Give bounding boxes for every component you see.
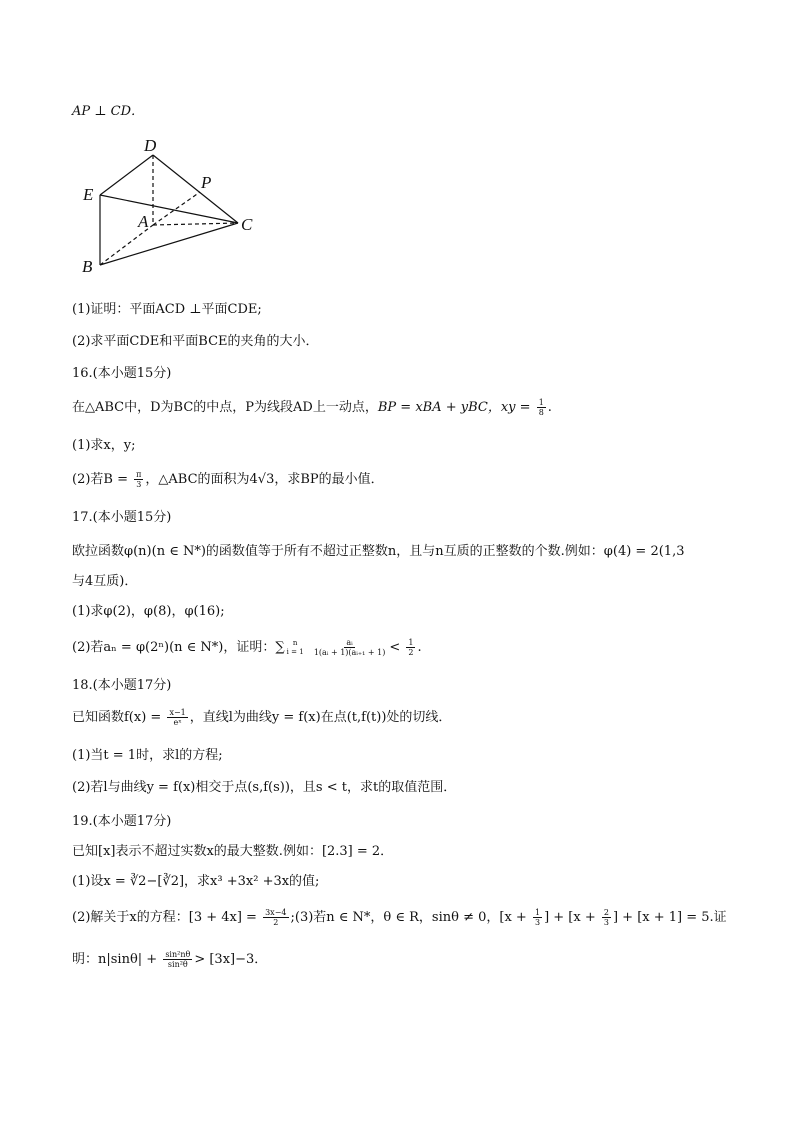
q19-part3-frac-den: sin²θ [167, 960, 188, 969]
geometry-figure [78, 135, 268, 275]
q18-frac-num: x−1 [169, 708, 186, 717]
q19-header: 19.(本小题17分) [72, 814, 172, 829]
q17-part2-lt: < [389, 640, 401, 655]
q18-part1: (1)当t = 1时，求l的方程; [72, 748, 223, 763]
q17-sum-limits [287, 639, 304, 657]
q19-part3-a: 明：n|sinθ| + [72, 952, 158, 967]
edge-AP [153, 192, 200, 225]
q18-stem [72, 708, 451, 728]
q16-part2-b: ，△ABC的面积为4√3，求BP的最小值． [145, 472, 384, 487]
q19-part3-b: > [3x]−3． [194, 952, 268, 967]
label-A: A [138, 212, 149, 231]
q19-frac2-num: 1 [534, 908, 541, 917]
q19-frac-den: 2 [273, 918, 279, 927]
q17-part2-frac-num: aᵢ [346, 638, 353, 647]
q19-part3-frac-num: sin²nθ [165, 950, 191, 959]
q16-part2-frac [134, 470, 143, 489]
q19-frac-num: 3x−4 [265, 908, 287, 917]
q16-header: 16.(本小题15分) [72, 366, 172, 381]
q17-stem-line1: 欧拉函数φ(n)(n ∈ N*)的函数值等于所有不超过正整数n，且与n互质的正整数的个数.例如：φ(4) = 2(1,3 [72, 544, 685, 559]
q19-part2-a: (2)解关于x的方程：[3 + 4x] = [72, 910, 257, 925]
q16-stem-text: 在△ABC中，D为BC的中点，P为线段AD上一动点， [72, 400, 378, 415]
q19-stem: 已知[x]表示不超过实数x的最大整数.例如：[2.3] = 2． [72, 844, 394, 859]
q19-frac3-num: 2 [603, 908, 609, 917]
q17-part2-half [406, 638, 415, 657]
q19-part2-b: ;(3)若n ∈ N*，θ ∈ R，sinθ ≠ 0，[x + [290, 910, 527, 925]
q17-part2-frac-den: 1(aᵢ + 1)(aᵢ₊₁ + 1) [313, 648, 386, 657]
label-P: P [201, 173, 212, 192]
q18-part2: (2)若l与曲线y = f(x)相交于点(s,f(s))，且s < t，求t的取值范围． [72, 780, 457, 795]
edge-BC [100, 223, 238, 265]
q17-sum-bottom: i = 1 [286, 647, 304, 656]
q18-stem-b: ，直线l为曲线y = f(x)在点(t,f(t))处的切线． [189, 710, 452, 725]
q16-part2-frac-den: 3 [136, 480, 142, 489]
edge-EC [100, 195, 238, 223]
label-B: B [82, 257, 93, 275]
edge-AC [153, 223, 238, 225]
q18-frac-den: eˣ [173, 718, 182, 727]
q19-part3-frac [163, 950, 192, 969]
q16-part2 [72, 470, 384, 490]
q17-header: 17.(本小题15分) [72, 510, 172, 525]
q19-frac3-den: 3 [603, 918, 609, 927]
q16-part2-a: (2)若B = [72, 472, 128, 487]
edge-BA [100, 225, 153, 265]
q19-part3 [72, 950, 267, 970]
q18-stem-a: 已知函数f(x) = [72, 710, 162, 725]
q15-part2: (2)求平面CDE和平面BCE的夹角的大小． [72, 334, 319, 349]
edge-ED [100, 155, 153, 195]
q17-part2-a: (2)若aₙ = φ(2ⁿ)(n ∈ N*)，证明：∑ [72, 640, 285, 655]
q17-part2-frac [312, 638, 388, 657]
q17-part2 [72, 638, 422, 658]
q18-header: 18.(本小题17分) [72, 678, 172, 693]
edge-DC [153, 155, 238, 223]
q16-stem: 在△ABC中，D为BC的中点，P为线段AD上一动点，BP = xBA + yBC，xy = $\frac{1}{8}$ . [72, 398, 552, 417]
q19-part2-frac2 [533, 908, 542, 927]
q16-frac-den: 8 [538, 408, 544, 417]
q19-part2-c: ] + [x + [544, 910, 596, 925]
q17-half-num: 1 [408, 638, 414, 647]
q19-part2-d: ] + [x + 1] = 5.证 [612, 910, 727, 925]
q17-sum-top: n [292, 638, 298, 647]
label-C: C [241, 215, 253, 234]
q16-vector-equation: BP = xBA + yBC，xy = [377, 400, 531, 415]
q16-part1: (1)求x，y; [72, 438, 136, 453]
q15-part1: (1)证明：平面ACD ⊥平面CDE; [72, 302, 262, 317]
label-E: E [83, 185, 94, 204]
problem-continuation: AP ⊥ CD． [72, 104, 144, 119]
q17-stem-line2: 与4互质)． [72, 574, 138, 589]
q16-frac-num: 1 [538, 398, 544, 407]
q19-part1: (1)设x = ∛2−[∛2]，求x³ +3x² +3x的值; [72, 874, 320, 889]
q16-part2-frac-num: π [136, 470, 142, 479]
q18-stem-frac [167, 708, 187, 727]
q17-half-den: 2 [408, 648, 414, 657]
q19-part2-frac3 [602, 908, 611, 927]
q16-fraction [537, 398, 546, 417]
q19-frac2-den: 3 [534, 918, 541, 927]
q19-part2 [72, 908, 727, 928]
q17-part1: (1)求φ(2)，φ(8)，φ(16); [72, 604, 225, 619]
label-D: D [144, 136, 157, 155]
q17-part2-end: . [417, 640, 422, 655]
q19-part2-frac [263, 908, 288, 927]
